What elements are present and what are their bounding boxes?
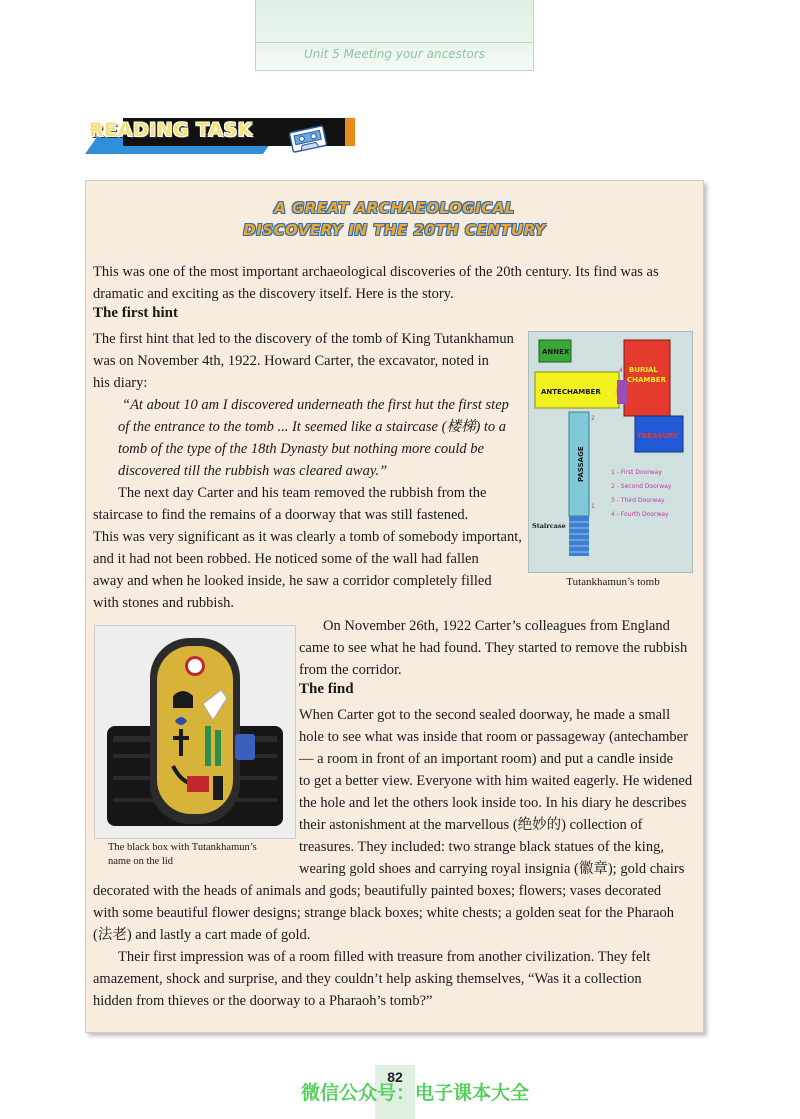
article-title-line-2: DISCOVERY IN THE 20TH CENTURY [243, 221, 546, 239]
para4-line-1: When Carter got to the second sealed doorway, he made a small [299, 707, 671, 723]
cartouche-box-photo [94, 625, 296, 839]
para5-line-1: Their first impression was of a room filled with treasure from another civilization. They felt [118, 949, 651, 965]
para5-line-3: hidden from thieves or the doorway to a Pharaoh’s tomb?” [93, 993, 433, 1009]
door-marker-3: 3 [615, 389, 619, 396]
para2-line-6: with stones and rubbish. [93, 595, 234, 611]
legend-3: 3 - Third Doorway [611, 497, 665, 504]
tomb-map [528, 331, 693, 573]
para2-line-4: and it had not been robbed. He noticed some of the wall had fallen [93, 551, 479, 567]
photo-caption-line-2: name on the lid [108, 856, 174, 867]
burial-label-2: CHAMBER [627, 376, 666, 384]
para1-line-1: The first hint that led to the discovery of the tomb of King Tutankhamun [93, 331, 514, 347]
para2-line-5: away and when he looked inside, he saw a corridor completely filled [93, 573, 492, 589]
para3-line-2: came to see what he had found. They started to remove the rubbish [299, 640, 688, 656]
tomb-map-caption: Tutankhamun’s tomb [566, 576, 660, 588]
heading-orange-box [345, 118, 355, 146]
legend-2: 2 - Second Doorway [611, 483, 672, 490]
article-title [86, 197, 703, 241]
para4-line-2: hole to see what was inside that room or passageway (antechamber [299, 729, 688, 745]
article-title-line-1: A GREAT ARCHAEOLOGICAL [274, 199, 515, 217]
photo-caption-line-1: The black box with Tutankhamun’s [108, 842, 257, 853]
door-marker-4: 4 [619, 367, 623, 374]
para3-line-1: On November 26th, 1922 Carter’s colleagues from England [323, 618, 670, 634]
para1-line-2: was on November 4th, 1922. Howard Carter, the excavator, noted in [93, 353, 489, 369]
legend-4: 4 - Fourth Doorway [611, 511, 669, 518]
antechamber-label: ANTECHAMBER [541, 388, 601, 396]
door-marker-2: 2 [591, 415, 595, 422]
watermark-text: 微信公众号：电子课本大全 [300, 1082, 529, 1104]
para4-line-4: to get a better view. Everyone with him waited eagerly. He widened [299, 773, 693, 789]
para4-line-6: their astonishment at the marvellous (绝妙的) collection of [299, 817, 643, 833]
quote-line-2: of the entrance to the tomb ... It seemed like a staircase (楼梯) to a [118, 419, 507, 435]
section-label: READING TASK [89, 119, 253, 141]
para2-line-3: This was very significant as it was clearly a tomb of somebody important, [93, 529, 522, 545]
section-heading [85, 118, 275, 154]
quote-line-1: “At about 10 am I discovered underneath the first hut the first step [122, 397, 509, 413]
treasury-label: TREASURY [637, 432, 679, 440]
page-number: 82 [387, 1069, 403, 1085]
reading-panel [85, 180, 704, 1033]
intro-line-1: This was one of the most important archaeological discoveries of the 20th century. Its find was as [93, 264, 659, 280]
para4-line-7: treasures. They included: two strange black statues of the king, [299, 839, 664, 855]
para2-line-2: staircase to find the remains of a doorway that was still fastened. [93, 507, 469, 523]
unit-title: Unit 5 Meeting your ancestors [303, 47, 486, 61]
quote-line-4: discovered till the rubbish was cleared away.” [118, 463, 388, 479]
staircase-label: Staircase [532, 522, 566, 530]
unit-header-banner [255, 0, 534, 71]
legend-1: 1 - First Doorway [611, 469, 662, 476]
para4-line-5: the hole and let the others look inside too. In his diary he describes [299, 795, 687, 811]
intro-line-2: dramatic and exciting as the discovery itself. Here is the story. [93, 286, 454, 302]
para4-line-8: wearing gold shoes and carrying royal insignia (徽章); gold chairs [299, 861, 685, 877]
annex-label: ANNEX [542, 348, 570, 356]
para3-line-3: from the corridor. [299, 662, 402, 678]
para2-line-1: The next day Carter and his team removed the rubbish from the [118, 485, 487, 501]
para1-line-3: his diary: [93, 375, 148, 391]
burial-label-1: BURIAL [629, 366, 658, 374]
photo-caption [108, 841, 288, 869]
door-marker-1: 1 [591, 503, 595, 510]
heading-the-find: The find [299, 681, 354, 697]
header-rule [256, 42, 533, 43]
quote-line-3: tomb of the type of the 18th Dynasty but nothing more could be [118, 441, 484, 457]
heading-first-hint: The first hint [93, 305, 179, 321]
para4-line-9: decorated with the heads of animals and gods; beautifully painted boxes; flowers; vases decorated [93, 883, 662, 899]
passage-label: PASSAGE [577, 446, 585, 482]
para4-line-3: — a room in front of an important room) and put a candle inside [299, 751, 674, 767]
para4-line-11: (法老) and lastly a cart made of gold. [93, 927, 311, 943]
para5-line-2: amazement, shock and surprise, and they couldn’t help asking themselves, “Was it a collection [93, 971, 642, 987]
para4-line-10: with some beautiful flower designs; strange black boxes; white chests; a golden seat for the Pharaoh [93, 905, 675, 921]
